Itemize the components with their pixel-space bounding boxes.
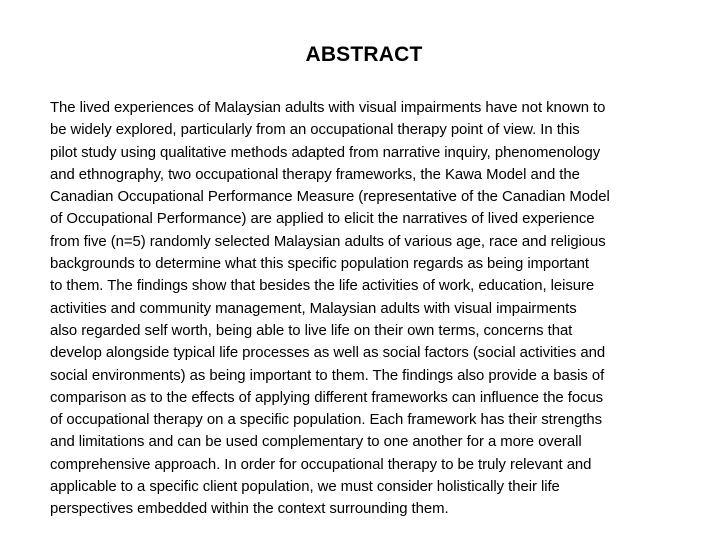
slide-title: ABSTRACT <box>305 43 423 66</box>
abstract-line: also regarded self worth, being able to live life on their own terms, concerns that <box>50 322 573 339</box>
abstract-line: of Occupational Performance) are applied to elicit the narratives of lived experience <box>50 211 595 228</box>
abstract-line: be widely explored, particularly from an occupational therapy point of view. In this <box>50 122 580 139</box>
abstract-line: and ethnography, two occupational therapy frameworks, the Kawa Model and the <box>50 166 580 183</box>
abstract-line: The lived experiences of Malaysian adults with visual impairments have not known to <box>50 100 606 116</box>
abstract-line: perspectives embedded within the context surrounding them. <box>50 501 449 518</box>
abstract-line: applicable to a specific client population, we must consider holistically their life <box>50 479 560 496</box>
abstract-body <box>50 97 690 521</box>
abstract-line: from five (n=5) randomly selected Malaysian adults of various age, race and religious <box>50 233 606 250</box>
abstract-line: social environments) as being important to them. The findings also provide a basis of <box>50 367 605 384</box>
abstract-line: comparison as to the effects of applying different frameworks can influence the focus <box>50 389 604 406</box>
abstract-line: comprehensive approach. In order for occupational therapy to be truly relevant and <box>50 456 592 473</box>
abstract-line: of occupational therapy on a specific population. Each framework has their strengths <box>50 412 603 429</box>
abstract-line: activities and community management, Malaysian adults with visual impairments <box>50 300 577 317</box>
abstract-line: Canadian Occupational Performance Measure (representative of the Canadian Model <box>50 189 610 206</box>
abstract-line: pilot study using qualitative methods adapted from narrative inquiry, phenomenology <box>50 144 601 161</box>
abstract-line: backgrounds to determine what this specific population regards as being important <box>50 256 589 273</box>
abstract-line: to them. The findings show that besides the life activities of work, education, leisure <box>50 278 595 295</box>
abstract-line: and limitations and can be used complementary to one another for a more overall <box>50 434 582 451</box>
abstract-line: develop alongside typical life processes as well as social factors (social activities and <box>50 345 606 362</box>
